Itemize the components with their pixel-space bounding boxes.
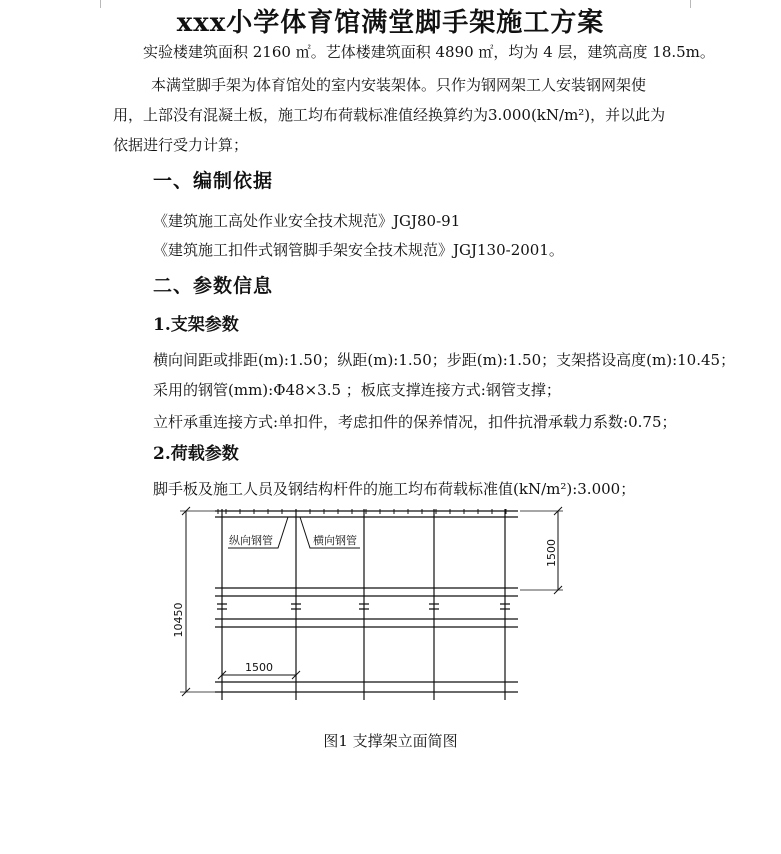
label-longitudinal-tube: 纵向钢管: [229, 534, 273, 547]
parameter-line-2: 采用的钢管(mm):Φ48×3.5 ；板底支撑连接方式:钢管支撑；: [153, 381, 561, 399]
paragraph-line-2: 用，上部没有混凝土板，施工均布荷载标准值经换算约为3.000(kN/m²)，并以此为: [113, 106, 666, 124]
spacing-dimension-text: 1500: [245, 661, 273, 674]
section-heading-parameters: 二、参数信息: [153, 275, 274, 297]
step-dimension-text: 1500: [545, 539, 558, 567]
figure-caption: 图1 支撑架立面简图: [323, 732, 458, 750]
intro-text: 实验楼建筑面积 2160 ㎡。艺体楼建筑面积 4890 ㎡，均为 4 层，建筑高度 18.5m。: [143, 43, 715, 61]
paragraph-line-1: 本满堂脚手架为体育馆处的室内安装架体。只作为钢网架工人安装钢网架使: [151, 76, 647, 94]
parameter-line-1: 横向间距或排距(m):1.50；纵距(m):1.50；步距(m):1.50；支架搭设高度(m):10.45；: [153, 351, 736, 369]
section-heading-basis: 一、编制依据: [153, 170, 274, 192]
label-transverse-tube: 横向钢管: [313, 534, 357, 547]
height-dimension-text: 10450: [172, 602, 185, 638]
subheading-support-parameters: 1.支架参数: [153, 315, 239, 335]
subheading-load-parameters: 2.荷载参数: [153, 444, 239, 464]
reference-2: 《建筑施工扣件式钢管脚手架安全技术规范》JGJ130-2001。: [153, 241, 564, 259]
reference-1: 《建筑施工高处作业安全技术规范》JGJ80-91: [153, 212, 461, 230]
parameter-line-3: 立杆承重连接方式:单扣件，考虑扣件的保养情况，扣件抗滑承载力系数:0.75；: [153, 413, 677, 431]
document-title: xxx小学体育馆满堂脚手架施工方案: [176, 8, 605, 38]
load-parameter-line: 脚手板及施工人员及钢结构杆件的施工均布荷载标准值(kN/m²):3.000；: [153, 480, 636, 498]
paragraph-line-3: 依据进行受力计算；: [113, 136, 249, 154]
